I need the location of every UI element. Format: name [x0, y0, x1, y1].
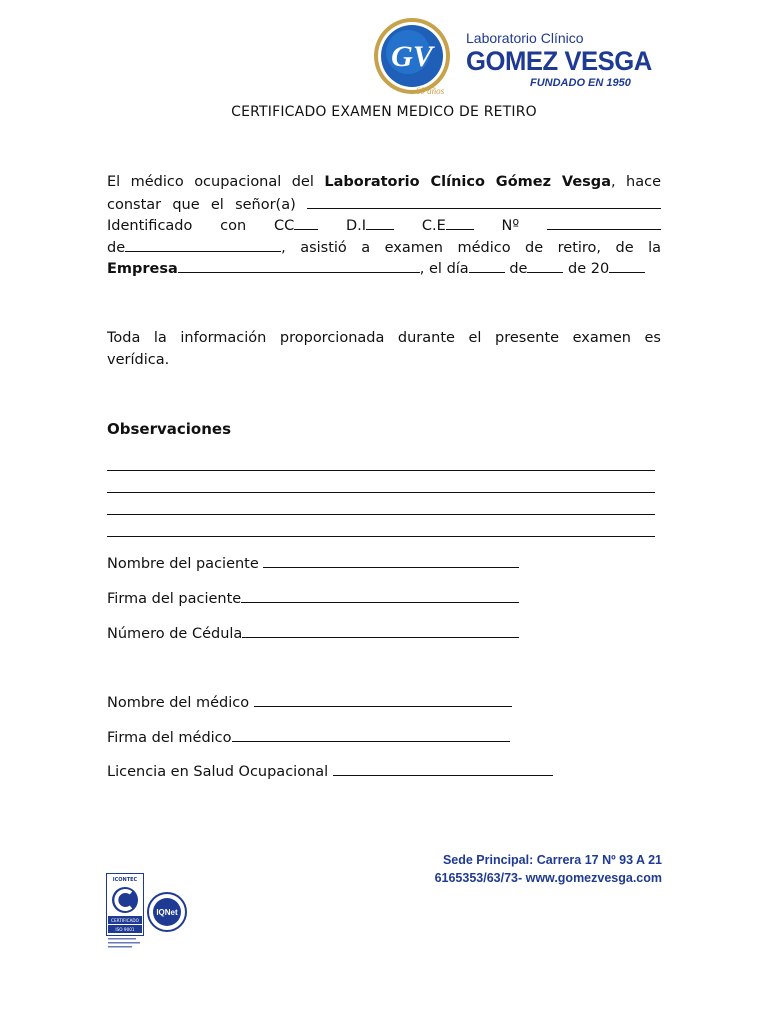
address-label: Sede Principal:: [442, 853, 534, 867]
cc-blank[interactable]: [294, 215, 318, 230]
text-fragment: El médico ocupacional del: [107, 174, 325, 190]
para1-line4: [107, 237, 661, 259]
field-label: Firma del paciente: [107, 591, 242, 607]
brand-name: GOMEZ VESGA: [466, 46, 652, 76]
id-number-blank[interactable]: [547, 215, 661, 230]
text-fragment: , asistió a examen médico de retiro, de la: [281, 239, 661, 256]
cert-label: CERTIFICADO: [111, 918, 139, 923]
emblem-anniversary: 60 años: [415, 86, 445, 96]
place-blank[interactable]: [125, 237, 281, 252]
iqnet-label: IQNet: [156, 908, 178, 917]
id-number-field: [107, 625, 519, 642]
iso-label: ISO 9001: [115, 927, 135, 932]
iqnet-certification-icon: [147, 892, 187, 932]
di-blank[interactable]: [366, 215, 394, 230]
text-fragment: Identificado: [107, 218, 193, 234]
license-line[interactable]: [333, 763, 553, 776]
observation-line[interactable]: [107, 470, 655, 471]
text-fragment: constar que el señor(a): [107, 196, 296, 213]
observation-line[interactable]: [107, 492, 655, 493]
doctor-signature-line[interactable]: [232, 729, 510, 742]
doctor-signature-field: [107, 729, 510, 746]
brand-subtitle: Laboratorio Clínico: [466, 30, 584, 46]
address-value: Carrera 17 Nº 93 A 21: [536, 853, 662, 867]
company-label: Empresa: [107, 261, 178, 277]
di-label: D.I: [346, 218, 367, 234]
para1-line3: [107, 215, 661, 237]
text-fragment: de: [107, 239, 126, 256]
footer-contact[interactable]: 6165353/63/73- www.gomezvesga.com: [434, 871, 662, 885]
day-blank[interactable]: [469, 258, 505, 273]
para1-line1: [107, 172, 661, 194]
para1-line2: [107, 194, 661, 216]
text-fragment: de 20: [568, 261, 610, 277]
patient-signature-line[interactable]: [241, 590, 519, 603]
patient-name-line[interactable]: [263, 555, 519, 568]
footer-address: [380, 853, 662, 867]
observation-line[interactable]: [107, 514, 655, 515]
text-fragment: con: [220, 218, 247, 234]
observations-heading: Observaciones: [107, 420, 232, 438]
doctor-name-field: [107, 694, 512, 711]
patient-name-field: [107, 555, 519, 572]
license-field: [107, 763, 553, 780]
field-label: Nombre del médico: [107, 695, 250, 711]
field-label: Nombre del paciente: [107, 556, 259, 572]
observation-line[interactable]: [107, 536, 655, 537]
document-title: CERTIFICADO EXAMEN MEDICO DE RETIRO: [231, 104, 537, 120]
patient-name-blank[interactable]: [307, 194, 661, 209]
field-label: Firma del médico: [107, 730, 232, 746]
field-label: Licencia en Salud Ocupacional: [107, 764, 329, 780]
text-fragment: de: [509, 261, 528, 277]
certificate-paragraph: [107, 172, 661, 280]
month-blank[interactable]: [527, 258, 563, 273]
ce-blank[interactable]: [446, 215, 474, 230]
emblem-monogram: GV: [391, 40, 433, 73]
number-label: Nº: [501, 218, 520, 234]
lab-name: Laboratorio Clínico Gómez Vesga: [324, 174, 611, 190]
company-blank[interactable]: [178, 258, 420, 273]
text-fragment: , el día: [419, 261, 469, 277]
doctor-name-line[interactable]: [254, 694, 512, 707]
ce-label: C.E: [421, 218, 446, 234]
para1-line5: [107, 258, 661, 280]
icontec-label: ICONTEC: [112, 877, 138, 883]
cc-label: CC: [273, 218, 295, 234]
icontec-certification-icon: [106, 873, 144, 951]
field-label: Número de Cédula: [107, 626, 243, 642]
para2-line2: verídica.: [107, 351, 170, 368]
para2-line1: Toda la información proporcionada durante el presente examen es: [107, 330, 661, 346]
id-number-line[interactable]: [242, 625, 519, 638]
year-blank[interactable]: [609, 258, 645, 273]
veracity-paragraph: [107, 328, 661, 371]
patient-signature-field: [107, 590, 519, 607]
brand-founded: FUNDADO EN 1950: [530, 77, 631, 89]
text-fragment: , hace: [610, 174, 662, 190]
company-logo-emblem: [372, 14, 452, 100]
